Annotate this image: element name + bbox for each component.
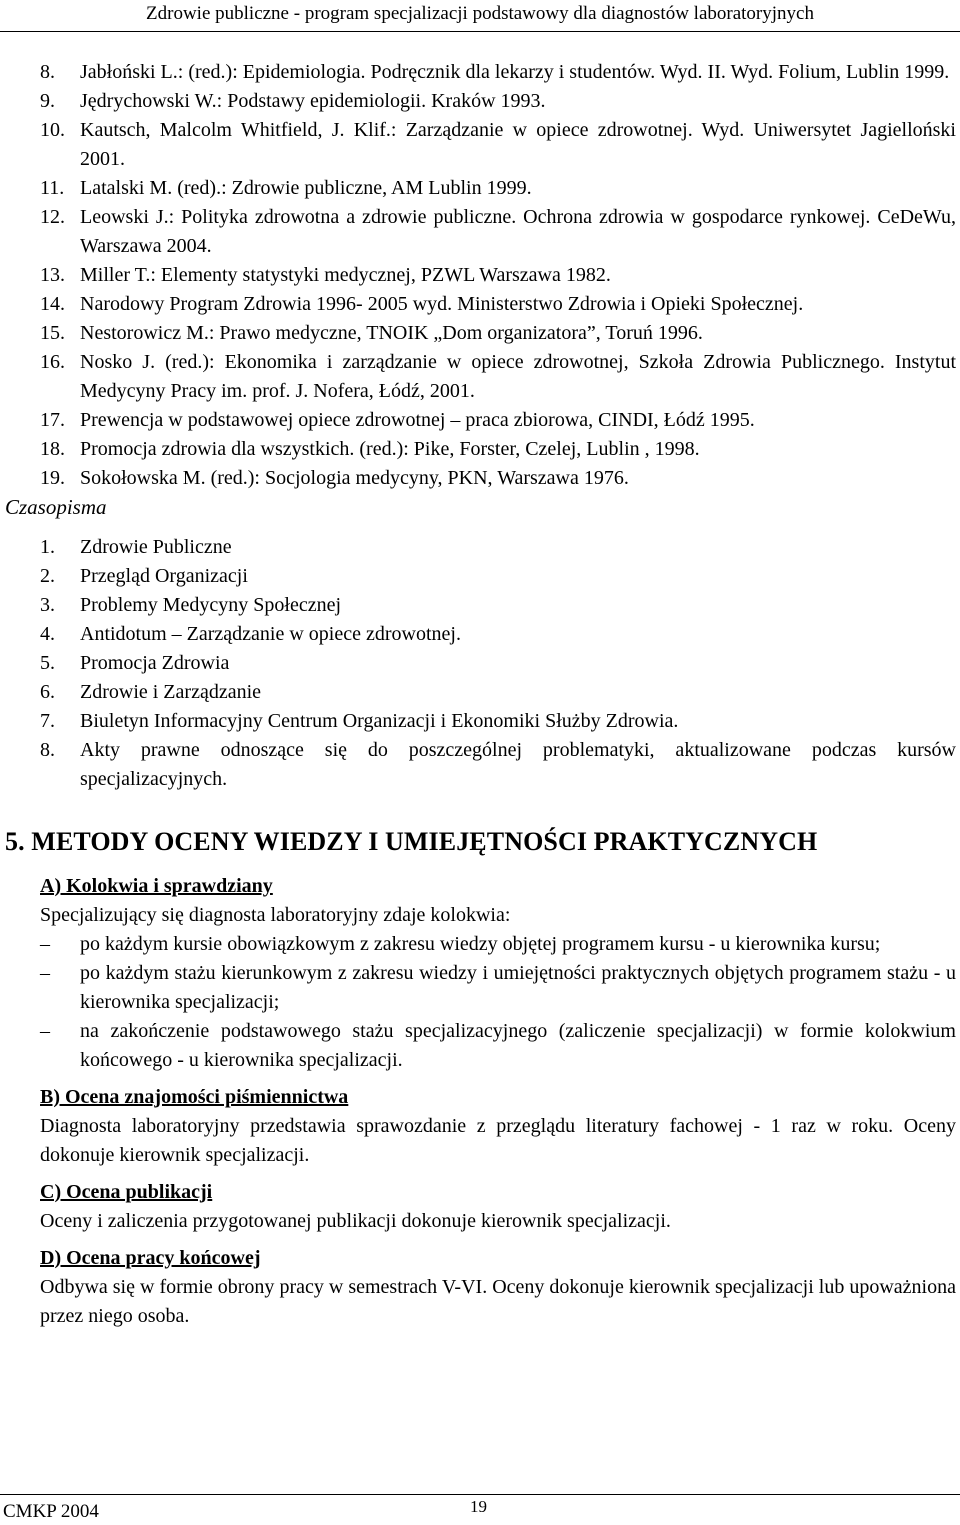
reference-item: 9. Jędrychowski W.: Podstawy epidemiologii. Kraków 1993. [40,90,546,112]
header-divider [0,31,960,32]
reference-item: 19. Sokołowska M. (red.): Socjologia medycyny, PKN, Warszawa 1976. [40,467,629,489]
journal-item: 8. Akty prawne odnoszące się do poszczególnej problematyki, aktualizowane podczas kursów specjalizacyjnych. [40,739,956,790]
subsection-c-title: C) Ocena publikacji [40,1181,213,1203]
exam-list [40,930,956,1075]
reference-item: 11. Latalski M. (red).: Zdrowie publiczne, AM Lublin 1999. [40,177,532,199]
reference-item: 14. Narodowy Program Zdrowia 1996- 2005 wyd. Ministerstwo Zdrowia i Opieki Społecznej. [40,293,804,315]
reference-item: 8. Jabłoński L.: (red.): Epidemiologia. Podręcznik dla lekarzy i studentów. Wyd. II. Wyd. Folium, Lublin 1999. [40,61,950,83]
footer-divider [0,1494,960,1495]
subsection-b-text: Diagnosta laboratoryjny przedstawia sprawozdanie z przeglądu literatury fachowej - 1 raz w roku. Oceny dokonuje kierownik specjalizacji. [40,1115,956,1166]
journals-list [0,533,960,794]
dash-bullet: – [40,933,50,955]
footer-publisher: CMKP 2004 [3,1501,99,1522]
reference-item: 16. Nosko J. (red.): Ekonomika i zarządzanie w opiece zdrowotnej, Szkoła Zdrowia Publicznego. Instytut Medycyny Pracy im. prof. J. Nofera, Łódź, 2001. [40,351,956,402]
references-list [0,58,960,493]
page-content [0,58,960,1331]
reference-item: 18. Promocja zdrowia dla wszystkich. (red.): Pike, Forster, Czelej, Lublin , 1998. [40,438,700,460]
reference-item: 10. Kautsch, Malcolm Whitfield, J. Klif.: Zarządzanie w opiece zdrowotnej. Wyd. Uniwersytet Jagielloński 2001. [40,119,956,170]
exam-list-item: – po każdym stażu kierunkowym z zakresu wiedzy i umiejętności praktycznych objętych programem stażu - u kierownika specjalizacji; [40,959,956,1017]
journal-item: 5. Promocja Zdrowia [40,652,230,674]
reference-item: 13. Miller T.: Elementy statystyki medycznej, PZWL Warszawa 1982. [40,264,611,286]
subsection-a-intro: Specjalizujący się diagnosta laboratoryjny zdaje kolokwia: [40,904,511,926]
section-body [0,872,960,1331]
subsection-c-text: Oceny i zaliczenia przygotowanej publikacji dokonuje kierownik specjalizacji. [40,1210,671,1232]
reference-item: 12. Leowski J.: Polityka zdrowotna a zdrowie publiczne. Ochrona zdrowia w gospodarce rynkowej. CeDeWu, Warszawa 2004. [40,206,956,257]
journal-item: 4. Antidotum – Zarządzanie w opiece zdrowotnej. [40,623,461,645]
subsection-b-title: B) Ocena znajomości piśmiennictwa [40,1086,349,1108]
exam-list-item: – po każdym kursie obowiązkowym z zakresu wiedzy objętej programem kursu - u kierownika kursu; [40,930,956,959]
dash-bullet: – [40,1020,50,1042]
journal-item: 1. Zdrowie Publiczne [40,536,232,558]
journal-item: 6. Zdrowie i Zarządzanie [40,681,262,703]
journals-heading: Czasopisma [5,495,107,519]
dash-bullet: – [40,962,50,984]
section-title: 5. METODY OCENY WIEDZY I UMIEJĘTNOŚCI PRAKTYCZNYCH [5,827,818,856]
running-header: Zdrowie publiczne - program specjalizacji podstawowy dla diagnostów laboratoryjnych [146,3,814,24]
journal-item: 7. Biuletyn Informacyjny Centrum Organizacji i Ekonomiki Służby Zdrowia. [40,710,679,732]
reference-item: 15. Nestorowicz M.: Prawo medyczne, TNOIK „Dom organizatora”, Toruń 1996. [40,322,703,344]
exam-list-item: – na zakończenie podstawowego stażu specjalizacyjnego (zaliczenie specjalizacji) w formie kolokwium końcowego - u kierownika specjalizacji. [40,1017,956,1075]
reference-item: 17. Prewencja w podstawowej opiece zdrowotnej – praca zbiorowa, CINDI, Łódź 1995. [40,409,755,431]
subsection-d-title: D) Ocena pracy końcowej [40,1247,261,1269]
journal-item: 2. Przegląd Organizacji [40,565,248,587]
page-number: 19 [470,1497,487,1516]
subsection-d-text: Odbywa się w formie obrony pracy w semestrach V-VI. Oceny dokonuje kierownik specjalizacji lub upoważniona przez niego osoba. [40,1276,956,1327]
subsection-a-title: A) Kolokwia i sprawdziany [40,875,273,897]
journal-item: 3. Problemy Medycyny Społecznej [40,594,342,616]
